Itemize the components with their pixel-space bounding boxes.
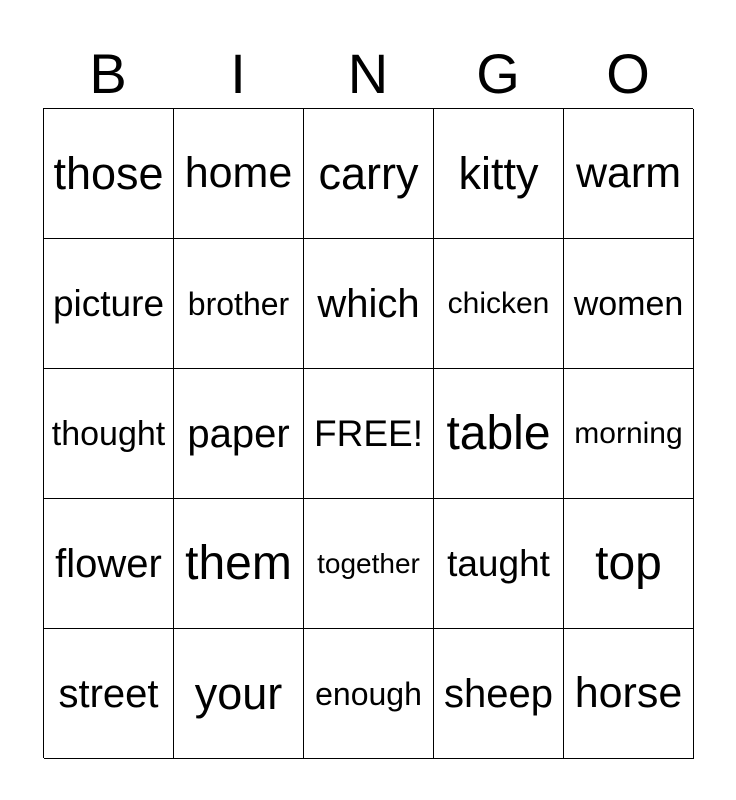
bingo-cell	[174, 239, 304, 369]
cell-word: carry	[318, 148, 419, 199]
cell-word: together	[317, 547, 420, 579]
cell-word: them	[185, 536, 292, 590]
cell-word: sheep	[444, 671, 553, 716]
cell-word: home	[184, 149, 293, 197]
bingo-cell	[44, 239, 174, 369]
bingo-cell	[564, 239, 694, 369]
cell-word: flower	[55, 541, 162, 586]
free-space	[304, 369, 434, 499]
bingo-cell	[564, 109, 694, 239]
cell-word: chicken	[447, 286, 550, 320]
cell-word: top	[595, 536, 662, 590]
header-letter-i: I	[230, 42, 246, 105]
bingo-cell	[434, 239, 564, 369]
cell-word: brother	[187, 285, 290, 322]
bingo-cell	[564, 629, 694, 759]
bingo-header	[43, 40, 693, 108]
bingo-cell	[304, 629, 434, 759]
bingo-cell	[174, 499, 304, 629]
header-letter-g: G	[476, 42, 520, 105]
cell-word: horse	[574, 669, 683, 717]
bingo-cell	[304, 499, 434, 629]
header-letter-n: N	[347, 42, 389, 105]
cell-word: those	[53, 148, 164, 199]
bingo-cell	[44, 109, 174, 239]
bingo-cell	[564, 499, 694, 629]
cell-word: paper	[187, 411, 290, 456]
bingo-cell	[44, 499, 174, 629]
bingo-cell	[434, 369, 564, 499]
cell-word: table	[446, 406, 551, 460]
cell-word: warm	[575, 149, 682, 197]
header-letter-b: B	[89, 42, 127, 105]
cell-word: your	[194, 668, 283, 719]
bingo-cell	[174, 369, 304, 499]
bingo-cell	[304, 109, 434, 239]
cell-word: enough	[315, 675, 422, 712]
bingo-cell	[434, 629, 564, 759]
bingo-cell	[44, 629, 174, 759]
cell-word: women	[573, 284, 684, 323]
bingo-cell	[174, 629, 304, 759]
bingo-board	[43, 108, 693, 758]
header-letter-o: O	[606, 42, 650, 105]
cell-word: picture	[52, 283, 165, 324]
bingo-cell	[434, 109, 564, 239]
bingo-cell	[304, 239, 434, 369]
bingo-cell	[564, 369, 694, 499]
cell-word: street	[58, 671, 159, 716]
cell-word: taught	[447, 543, 550, 584]
bingo-cell	[434, 499, 564, 629]
cell-word: morning	[574, 416, 683, 450]
bingo-cell	[44, 369, 174, 499]
cell-word: which	[317, 281, 420, 326]
bingo-cell	[174, 109, 304, 239]
cell-word: thought	[51, 414, 166, 453]
free-space-label: FREE!	[314, 413, 423, 454]
cell-word: kitty	[458, 148, 539, 199]
